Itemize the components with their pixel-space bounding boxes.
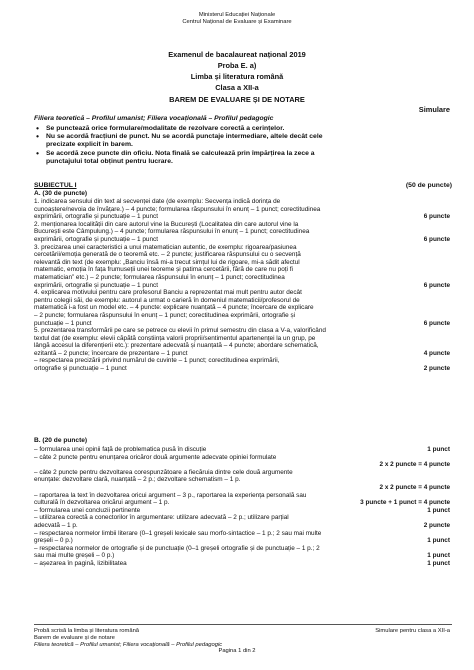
scoring-row bbox=[34, 537, 452, 545]
scoring-points: 1 punct bbox=[427, 537, 450, 545]
scoring-row bbox=[34, 350, 452, 358]
scoring-row bbox=[34, 365, 452, 373]
scoring-points: 6 puncte bbox=[423, 213, 450, 221]
scoring-row bbox=[34, 289, 452, 297]
scoring-points bbox=[450, 244, 452, 252]
scoring-points: 1 punct bbox=[427, 446, 450, 453]
scoring-text: – câte 2 puncte pentru dezvoltarea corespunzătoare a fiecăruia dintre cele două argumente bbox=[34, 468, 293, 476]
scoring-text: adecvată – 1 p. bbox=[34, 521, 78, 529]
footer-line: Probă scrisă la limba și literatura română bbox=[34, 628, 140, 634]
scoring-text: 5. prezentarea transformării pe care se petrece cu elevii în primul semestru din clasa a V-a, valorificând bbox=[34, 327, 326, 335]
scoring-row bbox=[34, 499, 452, 507]
subiect-label: SUBIECTUL I bbox=[34, 182, 77, 189]
subiect-header bbox=[34, 182, 452, 189]
barem-title: BAREM DE EVALUARE ȘI DE NOTARE bbox=[169, 95, 305, 104]
scoring-row bbox=[34, 454, 452, 462]
scoring-points bbox=[450, 251, 452, 259]
scoring-text: punctuație – 1 punct bbox=[34, 319, 92, 327]
rule-item bbox=[34, 125, 452, 133]
scoring-text: – formularea unei opinii față de problematica pusă în discuție bbox=[34, 446, 207, 453]
rule-line: Se punctează orice formulare/modalitate de rezolvare corectă a cerințelor. bbox=[46, 125, 285, 132]
scoring-points bbox=[450, 545, 452, 553]
scoring-row bbox=[34, 259, 452, 267]
scoring-row bbox=[34, 206, 452, 214]
scoring-row bbox=[34, 266, 452, 274]
scoring-text: – respectarea normelor limbii literare (0–1 greșeli lexicale sau morfo-sintactice – 1 p.; 2 sau mai multe bbox=[34, 529, 322, 537]
scoring-text: – respectarea precizării privind numărul de cuvinte – 1 punct; corectitudinea exprimării, bbox=[34, 357, 280, 365]
section-b-body bbox=[34, 446, 452, 568]
footer-right: Simulare pentru clasa a XII-a bbox=[375, 628, 450, 634]
scoring-text: cunoaștere/nevoia de învățare.) – 4 puncte; formularea răspunsului în enunț – 1 punct; corectitudinea bbox=[34, 205, 321, 213]
scoring-points: 2 x 2 puncte = 4 puncte bbox=[379, 483, 450, 491]
rule-item bbox=[34, 150, 452, 166]
scoring-points bbox=[450, 454, 452, 462]
scoring-points bbox=[450, 335, 452, 343]
scoring-text: – câte 2 puncte pentru enunțarea oricăror două argumente adecvate opiniei formulate bbox=[34, 453, 277, 461]
scoring-points: 1 punct bbox=[427, 559, 450, 567]
scoring-text: culturală în dezvoltarea oricărui argument – 1 p. bbox=[34, 499, 170, 507]
scoring-row bbox=[34, 327, 452, 335]
scoring-row bbox=[34, 342, 452, 350]
rule-line: Nu se acordă fracțiuni de punct. Nu se acordă punctaje intermediare, altele decât cele bbox=[46, 133, 323, 141]
scoring-points bbox=[450, 221, 452, 229]
class-title: Clasa a XII-a bbox=[215, 83, 259, 92]
scoring-row bbox=[34, 274, 452, 282]
scoring-text: – formularea unei concluzii pertinente bbox=[34, 506, 141, 514]
scoring-text: exprimării, ortografie și punctuație – 1 punct bbox=[34, 235, 158, 243]
center-header: Centrul Național de Evaluare și Examinare bbox=[182, 19, 292, 25]
scoring-text: enunțate: dezvoltare clară, nuanțată – 2 p.; dezvoltare schematism – 1 p. bbox=[34, 476, 241, 484]
scoring-points bbox=[450, 266, 452, 274]
ministry-header: Ministerul Educației Naționale bbox=[198, 12, 276, 18]
scoring-points bbox=[450, 206, 452, 214]
simulare-label: Simulare bbox=[418, 105, 450, 114]
scoring-row bbox=[34, 312, 452, 320]
scoring-text: textul dat (de exemplu: elevii căpătă conștiința valorii proprii/sentimentul apartenenței la un grup, pe bbox=[34, 334, 316, 342]
rule-line: precizate explicit în barem. bbox=[46, 141, 133, 149]
scoring-points bbox=[450, 259, 452, 267]
scoring-row bbox=[34, 476, 452, 484]
scoring-row bbox=[34, 507, 452, 515]
scoring-row bbox=[34, 297, 452, 305]
scoring-row bbox=[34, 282, 452, 290]
proba-title: Proba E. a) bbox=[217, 61, 257, 70]
scoring-points: 6 puncte bbox=[423, 319, 450, 327]
scoring-points: 4 puncte bbox=[423, 349, 450, 357]
scoring-row bbox=[34, 251, 452, 259]
scoring-row bbox=[34, 304, 452, 312]
rules-list bbox=[34, 125, 452, 166]
scoring-points: 2 puncte bbox=[423, 365, 450, 373]
scoring-points bbox=[450, 469, 452, 477]
footer-line: Barem de evaluare și de notare bbox=[34, 635, 115, 641]
scoring-row bbox=[34, 198, 452, 206]
scoring-points bbox=[450, 514, 452, 522]
scoring-row bbox=[34, 522, 452, 530]
filiera-line: Filiera teoretică – Profilul umanist; Filiera vocațională – Profilul pedagogic bbox=[34, 115, 274, 122]
section-a-body bbox=[34, 198, 452, 373]
scoring-row bbox=[34, 492, 452, 500]
rule-text bbox=[46, 133, 323, 149]
scoring-points bbox=[450, 342, 452, 350]
scoring-text: exprimării, ortografie și punctuație – 1 punct bbox=[34, 281, 158, 289]
scoring-text: matematic, emoția în fața frumuseții unei teoreme și patima cercetării, fără de care nu poți fi bbox=[34, 266, 293, 274]
subject-title: Limba și literatura română bbox=[190, 72, 284, 81]
scoring-text: – 2 puncte; formularea răspunsului în enunț – 1 punct; corectitudinea exprimării, ortografie și bbox=[34, 311, 296, 319]
scoring-text: – respectarea normelor de ortografie și de punctuație (0–1 greșeli ortografie și de punctuație – 1 p.; 2 bbox=[34, 544, 320, 552]
scoring-text: – utilizarea corectă a conectorilor în argumentare: utilizare adecvată – 2 p.; utilizare parțial bbox=[34, 514, 289, 522]
scoring-points bbox=[450, 304, 452, 312]
scoring-text: 1. indicarea sensului din text al secvenței date (de exemplu: Secvența indică dorința de bbox=[34, 198, 281, 205]
scoring-row bbox=[34, 335, 452, 343]
scoring-text: cercetării/emoția generată de o teoremă etc. – 2 puncte; justificarea răspunsului cu o secvență bbox=[34, 251, 301, 259]
exam-title: Examenul de bacalaureat național 2019 bbox=[168, 50, 306, 59]
scoring-row bbox=[34, 514, 452, 522]
scoring-row bbox=[34, 469, 452, 477]
scoring-points: 2 x 2 puncte = 4 puncte bbox=[379, 461, 450, 469]
scoring-points: 2 puncte bbox=[423, 521, 450, 529]
scoring-points bbox=[450, 492, 452, 500]
scoring-points: 3 puncte + 1 punct = 4 puncte bbox=[360, 499, 450, 507]
scoring-text: 2. menționarea localității din care autorul vine la București (Localitatea din care autorul vine la bbox=[34, 220, 299, 228]
scoring-text: 4. explicarea motivului pentru care profesorul Banciu a reprezentat mai mult pentru autor decât bbox=[34, 289, 302, 297]
scoring-text: – așezarea în pagină, lizibilitatea bbox=[34, 559, 127, 567]
section-b-heading: B. (20 de puncte) bbox=[34, 437, 88, 444]
scoring-row bbox=[34, 461, 452, 469]
scoring-points bbox=[450, 312, 452, 320]
scoring-row bbox=[34, 530, 452, 538]
scoring-row bbox=[34, 228, 452, 236]
scoring-row bbox=[34, 357, 452, 365]
scoring-text: ortografie și punctuație – 1 punct bbox=[34, 365, 127, 373]
scoring-points: 6 puncte bbox=[423, 281, 450, 289]
footer-line: Filiera teoretică – Profilul umanist; Filiera vocațională – Profilul pedagogic bbox=[34, 642, 223, 648]
scoring-row bbox=[34, 552, 452, 560]
scoring-text: lângă accesul la diferențierii etc.): prezentare adecvată și nuanțată – 4 puncte; abordare schematică, bbox=[34, 342, 319, 350]
rule-item bbox=[34, 133, 452, 149]
scoring-points: 1 punct bbox=[427, 506, 450, 514]
scoring-points bbox=[450, 297, 452, 305]
scoring-text: sau mai multe greșeli – 0 p.) bbox=[34, 552, 115, 560]
rule-text bbox=[46, 125, 284, 133]
scoring-points bbox=[450, 327, 452, 335]
bullet-icon: • bbox=[36, 132, 39, 142]
subiect-points: (50 de puncte) bbox=[405, 182, 452, 189]
scoring-row bbox=[34, 320, 452, 328]
rule-line: punctajului total obținut pentru lucrare. bbox=[46, 157, 173, 165]
scoring-text: relevantă din text (de exemplu: „Banciu însă mi-a trecut simțul lui de rigoare, mi-a sădit afectul bbox=[34, 258, 300, 266]
page-number: Pagina 1 din 2 bbox=[218, 648, 256, 654]
rule-line: Se acordă zece puncte din oficiu. Nota finală se calculează prin împărțirea la zece a bbox=[46, 149, 315, 157]
scoring-points: 1 punct bbox=[427, 552, 450, 560]
scoring-row bbox=[34, 213, 452, 221]
bullet-icon: • bbox=[36, 148, 39, 158]
scoring-row bbox=[34, 545, 452, 553]
scoring-text: – raportarea la text în dezvoltarea oricui argument – 3 p., raportarea la experiența personală sau bbox=[34, 491, 307, 499]
scoring-text: pentru colegii săi, de exemplu: autorul a urmat o carieră în domeniul matematicii/profesorul de bbox=[34, 296, 300, 304]
scoring-text: matematician” etc.) – 2 puncte; formularea răspunsului în enunț – 1 punct; corectitudinea bbox=[34, 273, 285, 281]
scoring-row bbox=[34, 236, 452, 244]
scoring-text: greșeli – 0 p.) bbox=[34, 537, 73, 545]
footer-divider bbox=[34, 624, 452, 625]
scoring-points bbox=[450, 530, 452, 538]
scoring-points bbox=[450, 289, 452, 297]
rule-text bbox=[46, 150, 315, 166]
scoring-points bbox=[450, 476, 452, 484]
scoring-points bbox=[450, 357, 452, 365]
scoring-points bbox=[450, 228, 452, 236]
scoring-text: 3. precizarea unei caracteristici a unui matematician autentic, de exemplu: rigoarea/pasiunea bbox=[34, 243, 297, 251]
scoring-text: matematică i-a fost un model etc. – 4 puncte: explicare nuanțată – 4 puncte; încercare de explicare bbox=[34, 304, 314, 312]
scoring-text: exprimării, ortografie și punctuație – 1 punct bbox=[34, 213, 158, 221]
scoring-points bbox=[450, 198, 452, 206]
scoring-text: București este Câmpulung.) – 4 puncte; formularea răspunsului în enunț – 1 punct; corectitudinea bbox=[34, 228, 310, 236]
bullet-icon: • bbox=[36, 124, 39, 133]
scoring-row bbox=[34, 484, 452, 492]
scoring-points: 6 puncte bbox=[423, 235, 450, 243]
scoring-points bbox=[450, 274, 452, 282]
scoring-row bbox=[34, 244, 452, 252]
scoring-row bbox=[34, 446, 452, 454]
scoring-text: ezitantă – 2 puncte; încercare de prezentare – 1 punct bbox=[34, 349, 188, 357]
section-a-heading: A. (30 de puncte) bbox=[34, 190, 88, 197]
scoring-row bbox=[34, 221, 452, 229]
scoring-row bbox=[34, 560, 452, 568]
